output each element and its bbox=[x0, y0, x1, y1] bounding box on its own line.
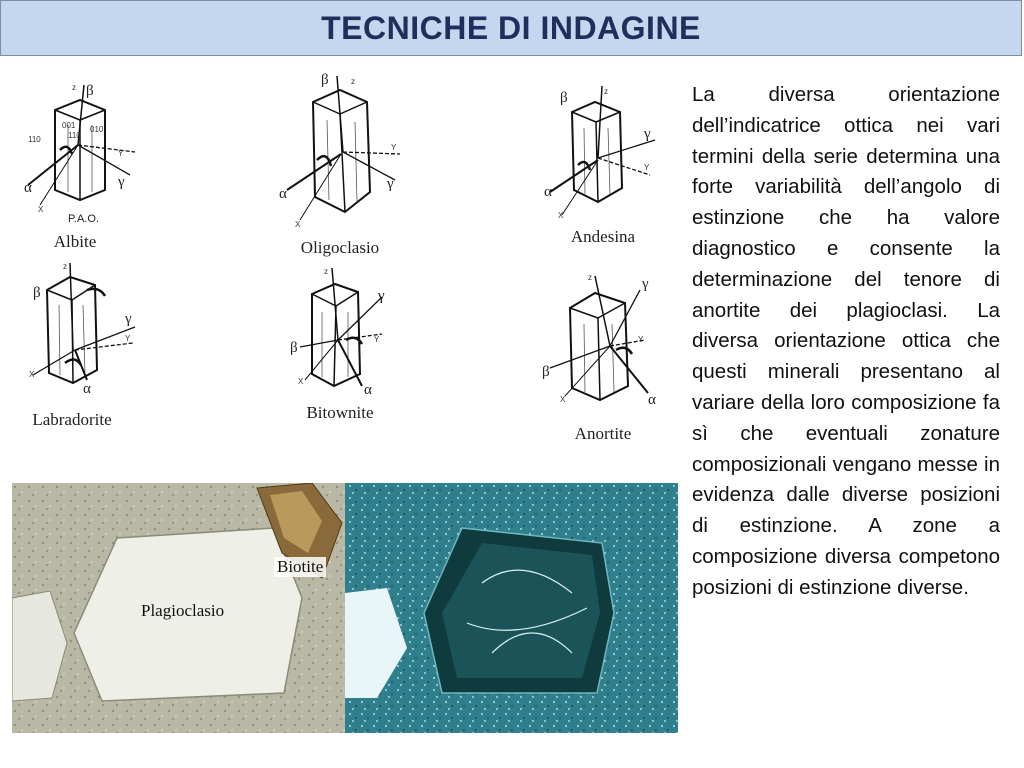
svg-text:γ: γ bbox=[118, 174, 125, 190]
svg-text:α: α bbox=[279, 186, 287, 202]
caption-albite: Albite bbox=[53, 232, 97, 251]
svg-text:X: X bbox=[558, 211, 564, 220]
svg-text:z: z bbox=[324, 267, 328, 276]
caption-labradorite: Labradorite bbox=[32, 410, 112, 429]
svg-text:X: X bbox=[560, 395, 566, 404]
biotite-label: Biotite bbox=[274, 557, 326, 577]
svg-text:Y: Y bbox=[391, 143, 397, 152]
anortite-diagram bbox=[540, 268, 670, 413]
svg-text:α: α bbox=[364, 382, 372, 398]
svg-text:z: z bbox=[63, 262, 67, 271]
svg-text:γ: γ bbox=[378, 288, 385, 304]
svg-text:γ: γ bbox=[644, 126, 651, 142]
svg-text:Y: Y bbox=[374, 335, 380, 344]
labradorite-diagram bbox=[25, 255, 155, 400]
svg-text:β: β bbox=[86, 83, 94, 99]
svg-text:z: z bbox=[588, 273, 592, 282]
svg-text:Y: Y bbox=[644, 163, 650, 172]
svg-text:α: α bbox=[83, 381, 91, 397]
thin-section-photo bbox=[12, 483, 678, 733]
svg-text:X: X bbox=[298, 377, 304, 386]
page-title: TECNICHE DI INDAGINE bbox=[321, 9, 701, 46]
svg-text:β: β bbox=[542, 364, 550, 380]
caption-oligoclasio: Oligoclasio bbox=[300, 238, 380, 257]
albite-diagram bbox=[20, 80, 150, 230]
caption-anortite: Anortite bbox=[574, 424, 632, 443]
svg-text:Y: Y bbox=[118, 149, 124, 158]
bitownite-diagram bbox=[290, 262, 420, 402]
svg-text:β: β bbox=[560, 90, 568, 106]
svg-text:β: β bbox=[33, 285, 41, 301]
pao-label: P.A.O. bbox=[68, 213, 99, 225]
svg-text:X: X bbox=[295, 220, 301, 229]
svg-text:γ: γ bbox=[125, 311, 132, 327]
svg-text:α: α bbox=[24, 180, 32, 196]
svg-text:z: z bbox=[72, 83, 76, 92]
svg-text:001: 001 bbox=[62, 121, 76, 130]
svg-text:Y: Y bbox=[638, 335, 644, 344]
svg-text:γ: γ bbox=[387, 176, 394, 192]
svg-text:β: β bbox=[290, 340, 298, 356]
svg-text:α: α bbox=[544, 184, 552, 200]
svg-text:110: 110 bbox=[68, 131, 81, 140]
svg-text:β: β bbox=[321, 72, 329, 88]
svg-text:γ: γ bbox=[642, 276, 649, 292]
svg-text:α: α bbox=[648, 392, 656, 408]
svg-text:110: 110 bbox=[28, 135, 41, 144]
body-paragraph: La diversa orientazione dell’indicatrice ottica nei vari termini della serie determina una forte variabilità dell’angolo di estinzione che ha valore diagnostico e consente la determinazione del tenore di anortite dei plagioclasi. La diversa orientazione ottica che questi minerali presentano al variare della loro composizione fa sì che eventuali zonature composizionali vengano messe in evidenza dalle diverse posizioni di estinzione. A zone a composizione diversa competono posizioni di estinzione diverse. bbox=[692, 83, 1000, 599]
title-bar bbox=[0, 0, 1022, 56]
svg-text:X: X bbox=[29, 370, 35, 379]
svg-text:X: X bbox=[38, 205, 44, 214]
svg-text:010: 010 bbox=[90, 125, 104, 134]
svg-text:Y: Y bbox=[125, 334, 131, 343]
plagioclasio-label: Plagioclasio bbox=[141, 601, 225, 620]
svg-text:z: z bbox=[351, 77, 355, 86]
caption-andesina: Andesina bbox=[570, 227, 636, 246]
oligoclasio-diagram bbox=[275, 72, 405, 232]
caption-bitownite: Bitownite bbox=[306, 403, 374, 422]
svg-text:z: z bbox=[604, 87, 608, 96]
andesina-diagram bbox=[540, 80, 670, 225]
